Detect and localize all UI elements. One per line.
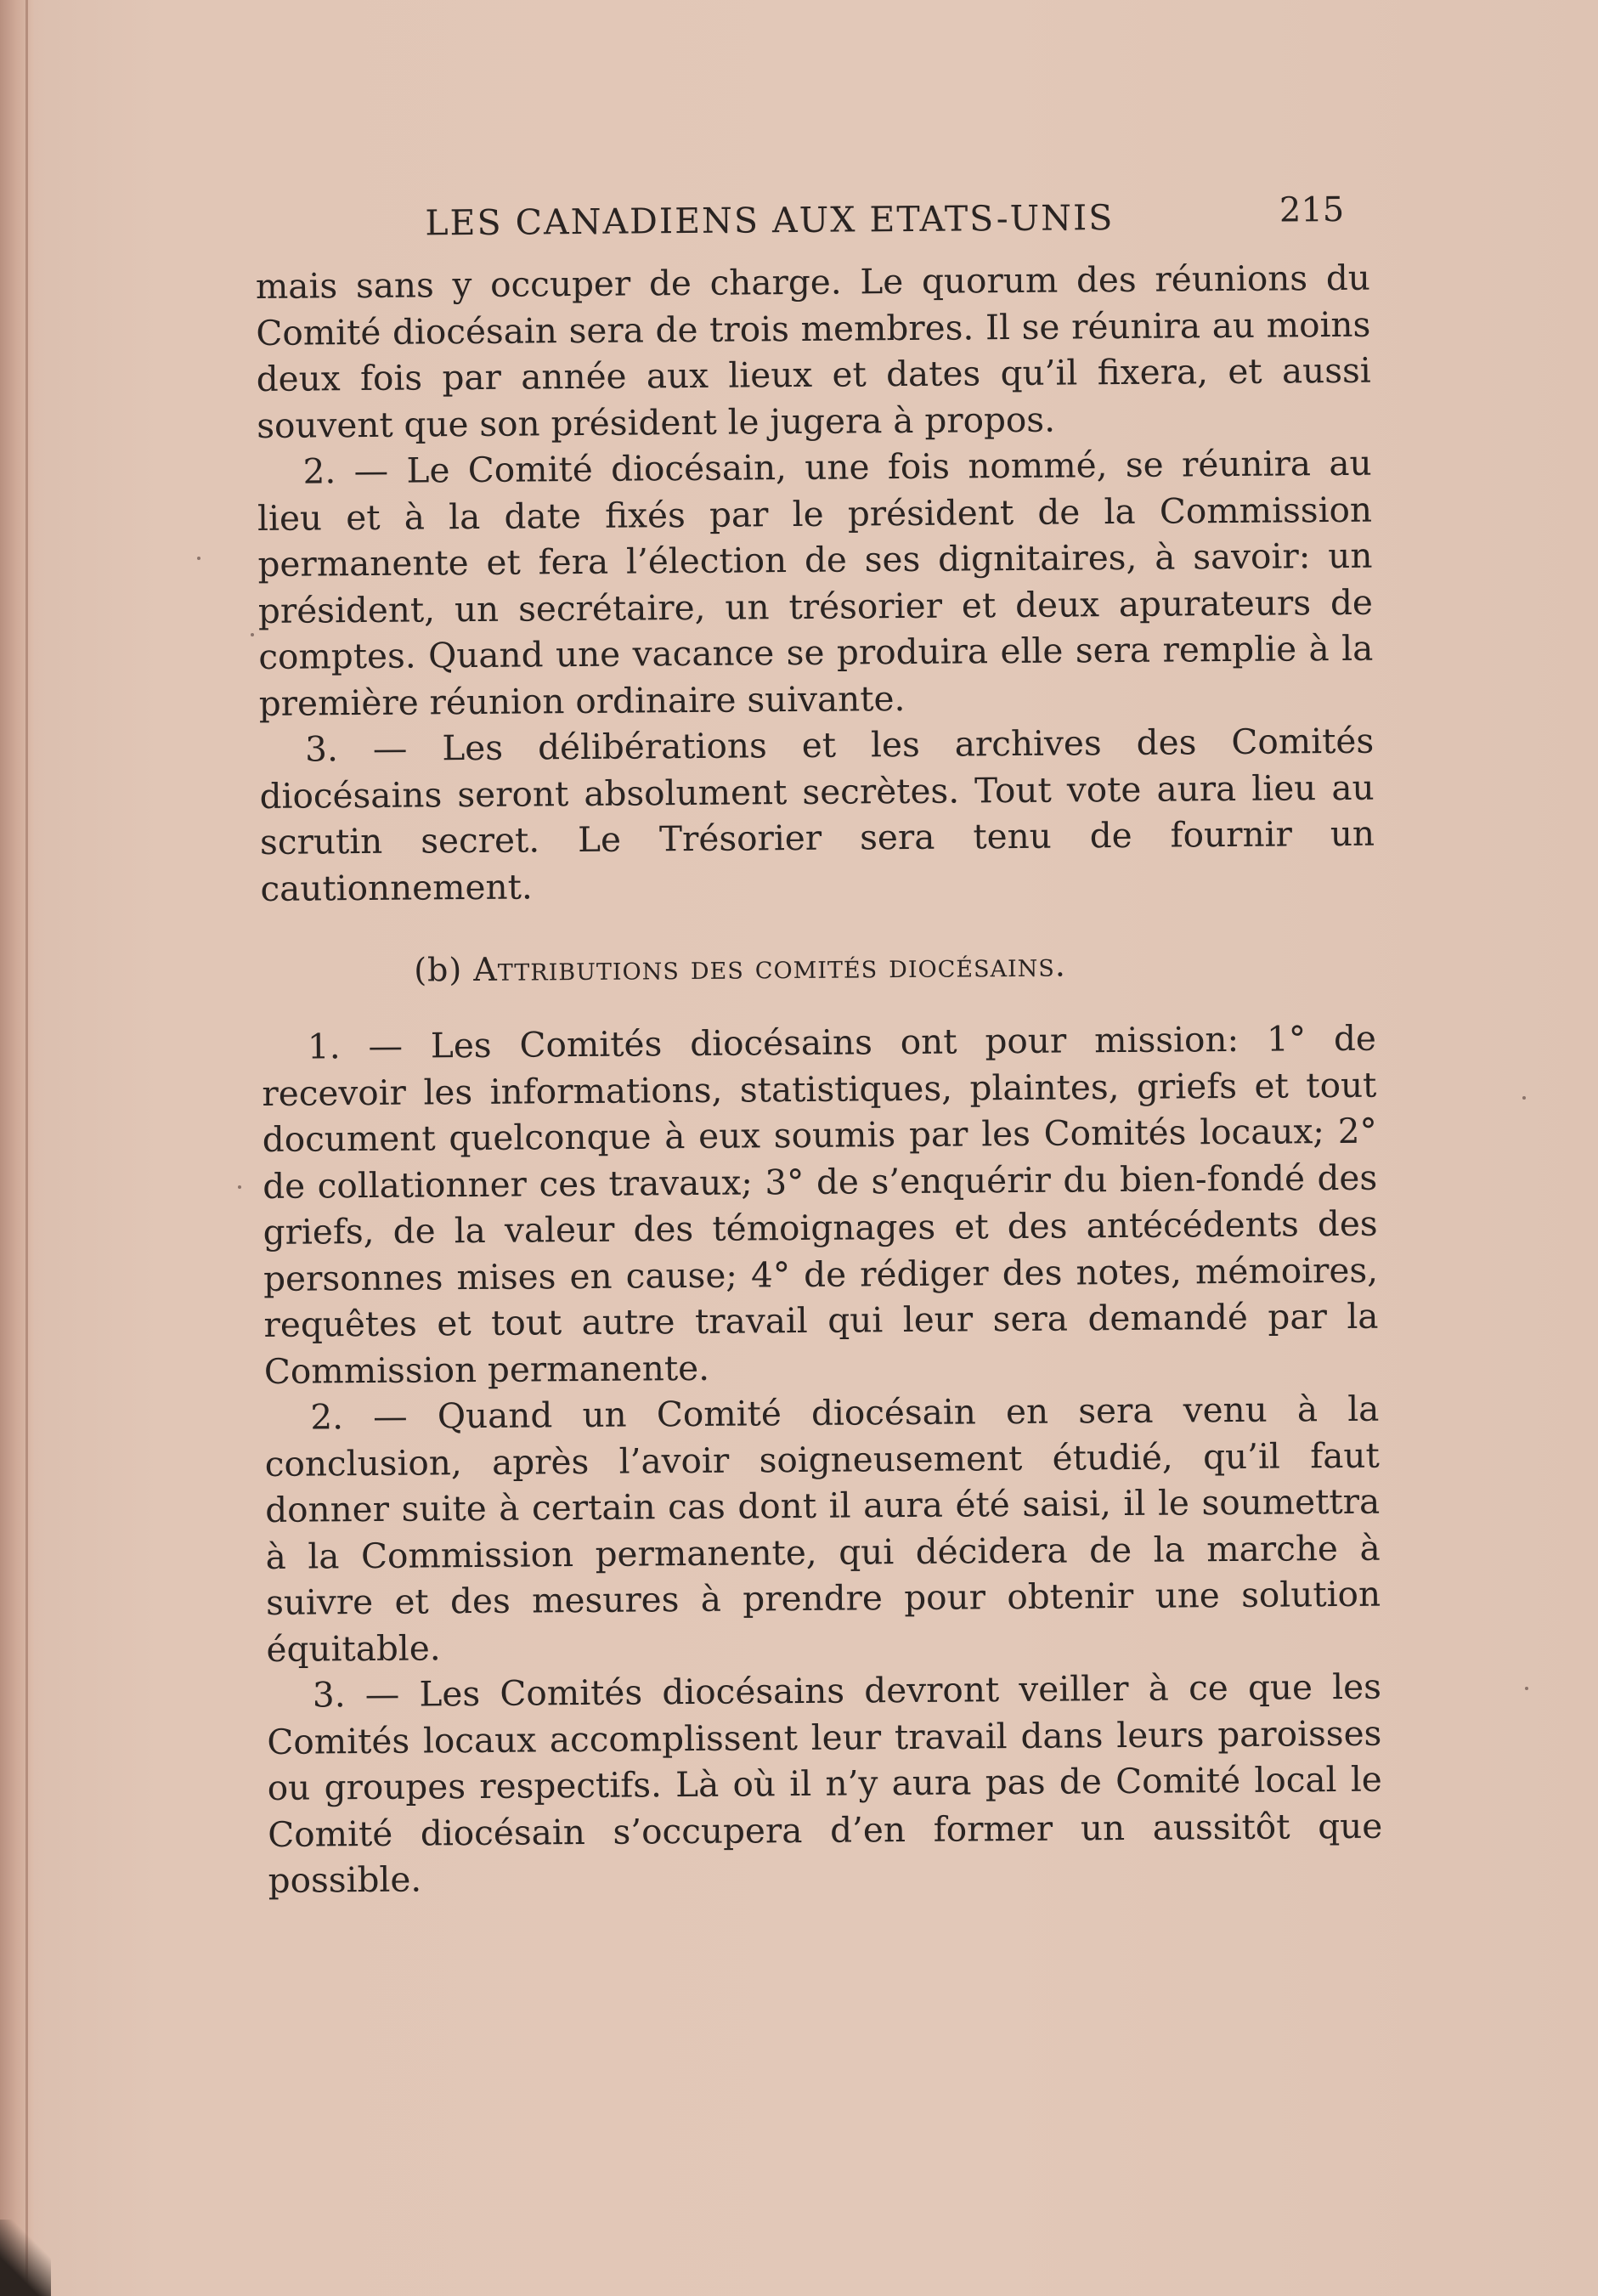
paragraph-supervision: 3. — Les Comités diocésains devront veiller à ce que les Comités locaux accomplissent leur travail dans leurs paroisses ou groupes respectifs. Là où il n’y aura pas de Comité local le Comité diocésain s’occupera d’en former un aussitôt que possible. (267, 1665, 1383, 1901)
page-header (255, 178, 1370, 263)
paragraph-submission: 2. — Quand un Comité diocésain en sera venu à la conclusion, après l’avoir soigneusement étudié, qu’il faut donner suite à certain cas dont il aura été saisi, il le soumettra à la Commission permanente, qui décidera de la marche à suivre et des mesures à prendre pour obtenir une solution équitable. (264, 1388, 1381, 1670)
text-block (255, 178, 1383, 1904)
paper-speck (251, 633, 254, 636)
paper-speck (1522, 1096, 1526, 1100)
running-title: LES CANADIENS AUX ETATS-UNIS (425, 197, 1115, 244)
paragraph-mission: 1. — Les Comités diocésains ont pour mission: 1° de recevoir les informations, statistiques, plaintes, griefs et tout document quelconque à eux soumis par les Comités locaux; 2° de collationner ces travaux; 3° de s’enquérir du bien-fondé des griefs, de la valeur des témoignages et des antécédents des personnes mises en cause; 4° de rédiger des notes, mémoires, requêtes et tout autre travail qui leur sera demandé par la Commission permanente. (262, 1017, 1379, 1392)
paragraph-secrecy: 3. — Les délibérations et les archives des Comités diocésains seront absolument secrètes. Tout vote aura lieu au scrutin secret. Le Trésorier sera tenu de fournir un cautionnement. (259, 720, 1375, 909)
paper-speck (238, 1185, 241, 1189)
paragraph-election: 2. — Le Comité diocésain, une fois nommé, se réunira au lieu et à la date fixés par le président de la Commission permanente et fera l’élection de ses dignitaires, à savoir: un président, un secrétaire, un trésorier et deux apurateurs de comptes. Quand une vacance se produira elle sera remplie à la première réunion ordinaire suivante. (257, 442, 1374, 724)
paragraph-quorum: mais sans y occuper de charge. Le quorum des réunions du Comité diocésain sera de trois membres. Il se réunira au moins deux fois par année aux lieux et dates qu’il fixera, et aussi souvent que son président le jugera à propos. (255, 257, 1371, 446)
section-title: Attributions des comités diocésains. (473, 946, 1067, 989)
paper-speck (1525, 1687, 1528, 1690)
paper-speck (197, 557, 200, 560)
spine-crease (25, 0, 28, 2296)
section-heading (414, 944, 1375, 989)
corner-shadow (0, 2220, 51, 2296)
page-number: 215 (1279, 189, 1345, 230)
page-spine (0, 0, 34, 2296)
section-prefix: (b) (414, 951, 463, 989)
